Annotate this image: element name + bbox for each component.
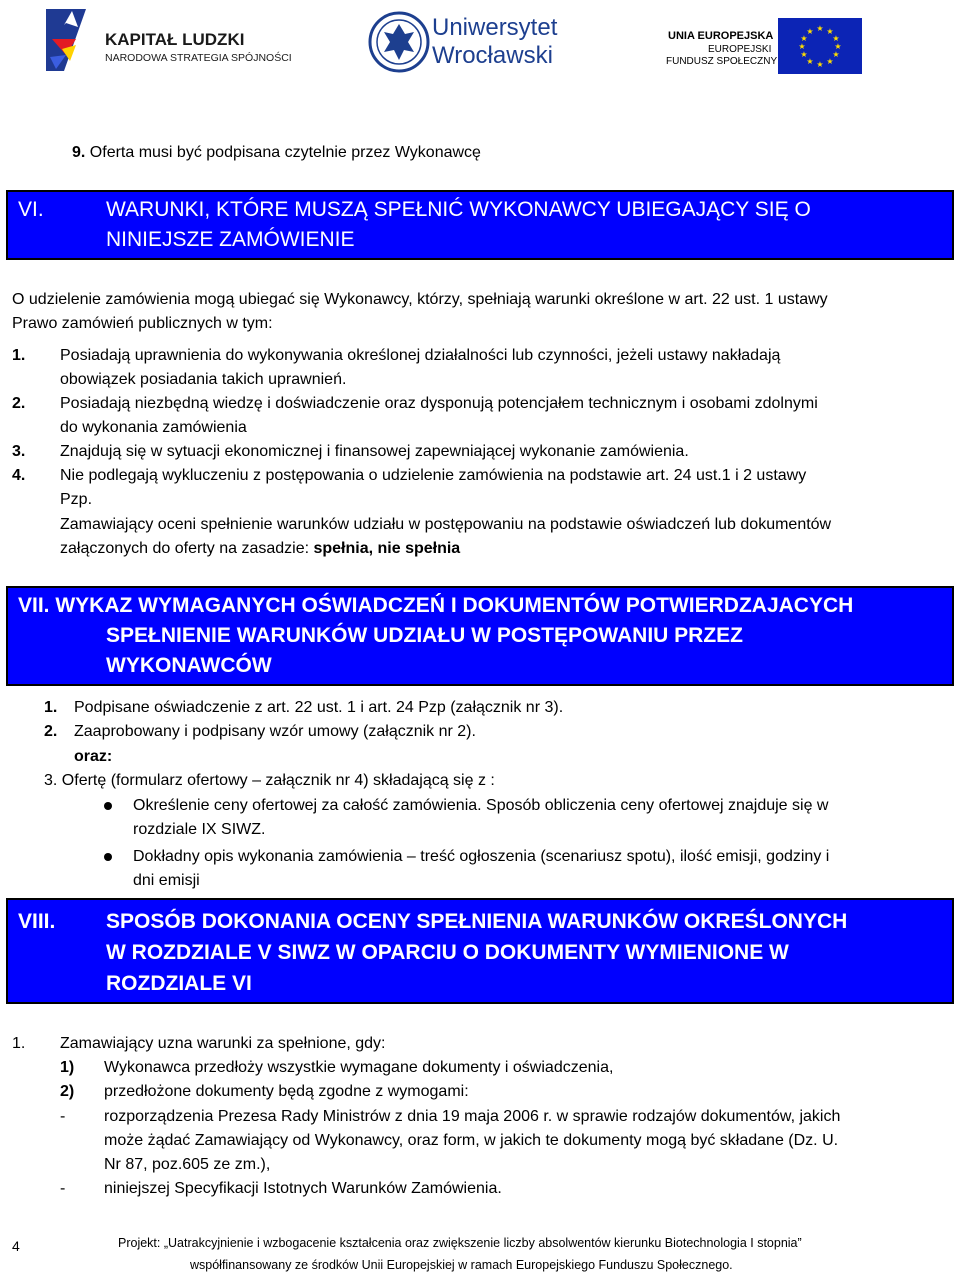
section-vii-title-line2: SPEŁNIENIE WARUNKÓW UDZIAŁU W POSTĘPOWANIU PRZEZ	[106, 624, 744, 647]
dash-1-line1: rozporządzenia Prezesa Rady Ministrów z dnia 19 maja 2006 r. w sprawie rodzajów dokumentów, jakich	[104, 1108, 841, 1125]
condition-4-line1: Nie podlegają wykluczeniu z postępowania o udzielenie zamówienia na podstawie art. 24 ust.1 i 2 ustawy	[60, 467, 807, 484]
item-9-number: 9.	[72, 144, 86, 161]
section-vi-intro-line1: O udzielenie zamówienia mogą ubiegać się Wykonawcy, którzy, spełniają warunki określone w art. 22 ust. 1 ustawy	[12, 291, 828, 308]
assessment-prefix: załączonych do oferty na zasadzie:	[60, 540, 314, 557]
section-viii-title-line3: ROZDZIALE VI	[106, 972, 252, 995]
document-1-text: Podpisane oświadczenie z art. 22 ust. 1 i art. 24 Pzp (załącznik nr 3).	[74, 699, 564, 716]
section-vii-banner	[6, 586, 954, 686]
section-vi-banner	[6, 190, 954, 260]
condition-1-number: 1.	[12, 347, 26, 364]
document-2-text: Zaaprobowany i podpisany wzór umowy (załącznik nr 2).	[74, 723, 476, 740]
svg-text:★: ★	[816, 24, 824, 33]
assessment-line1: Zamawiający oceni spełnienie warunków udziału w postępowaniu na podstawie oświadczeń lub dokumentów	[60, 516, 832, 533]
item-9-text: Oferta musi być podpisana czytelnie przez Wykonawcę	[89, 144, 481, 161]
condition-4-number: 4.	[12, 467, 26, 484]
dash-2-marker: -	[60, 1180, 66, 1197]
svg-text:★: ★	[832, 50, 840, 59]
eu-stars-icon	[778, 18, 862, 74]
svg-text:★: ★	[800, 34, 808, 43]
section-viii-title-line1: SPOSÓB DOKONANIA OCENY SPEŁNIENIA WARUNKÓW OKREŚLONYCH	[106, 910, 848, 933]
condition-3-number: 3.	[12, 443, 26, 460]
item-9	[72, 141, 481, 165]
document-1-number: 1.	[44, 699, 58, 716]
document-3-line	[44, 769, 495, 793]
svg-text:★: ★	[834, 42, 842, 51]
evaluation-sub-2-text: przedłożone dokumenty będą zgodne z wymogami:	[104, 1083, 469, 1100]
condition-2-line1: Posiadają niezbędną wiedzę i doświadczenie oraz dysponują potencjałem technicznym i osobami zdolnymi	[60, 395, 818, 412]
svg-text:★: ★	[806, 27, 814, 36]
document-3-number: 3.	[44, 772, 58, 789]
eu-label-line2: EUROPEJSKI	[708, 44, 772, 55]
offer-bullet-2-line1: Dokładny opis wykonania zamówienia – treść ogłoszenia (scenariusz spotu), ilość emisji, godziny i	[133, 848, 830, 865]
eu-flag	[778, 18, 862, 74]
condition-1-line2: obowiązek posiadania takich uprawnień.	[60, 371, 347, 388]
section-viii-roman: VIII.	[18, 910, 56, 933]
condition-2-number: 2.	[12, 395, 26, 412]
oraz-label: oraz:	[74, 748, 113, 765]
document-3-text: Ofertę (formularz ofertowy – załącznik nr 4) składającą się z :	[61, 772, 495, 789]
section-vi-roman: VI.	[18, 198, 44, 221]
svg-text:★: ★	[798, 42, 806, 51]
svg-text:★: ★	[826, 27, 834, 36]
kapital-ludzki-subtitle: NARODOWA STRATEGIA SPÓJNOŚCI	[105, 52, 292, 64]
bullet-icon	[104, 853, 112, 861]
evaluation-sub-1-text: Wykonawca przedłoży wszystkie wymagane dokumenty i oświadczenia,	[104, 1059, 614, 1076]
eu-label-line1: UNIA EUROPEJSKA	[668, 30, 774, 42]
university-name-line2: Wrocławski	[432, 42, 553, 69]
kapital-ludzki-title: KAPITAŁ LUDZKI	[105, 30, 245, 49]
condition-3-line1: Znajdują się w sytuacji ekonomicznej i finansowej zapewniającej wykonanie zamówienia.	[60, 443, 689, 460]
assessment-criteria: spełnia, nie spełnia	[313, 540, 461, 557]
condition-2-line2: do wykonania zamówienia	[60, 419, 247, 436]
svg-text:★: ★	[806, 57, 814, 66]
eu-label-line3: FUNDUSZ SPOŁECZNY	[666, 56, 778, 67]
assessment-line2	[60, 537, 460, 561]
svg-text:★: ★	[816, 60, 824, 69]
offer-bullet-2-line2: dni emisji	[133, 872, 200, 889]
offer-bullet-1-line2: rozdziale IX SIWZ.	[133, 821, 266, 838]
section-vii-title-line1: VII. WYKAZ WYMAGANYCH OŚWIADCZEŃ I DOKUMENTÓW POTWIERDZAJACYCH	[18, 594, 854, 617]
bullet-icon	[104, 802, 112, 810]
section-vi-title-line2: NINIEJSZE ZAMÓWIENIE	[106, 228, 355, 251]
dash-1-line2: może żądać Zamawiający od Wykonawcy, oraz form, w jakich te dokumenty mogą być składane (Dz. U.	[104, 1132, 839, 1149]
section-vi-title-line1: WARUNKI, KTÓRE MUSZĄ SPEŁNIĆ WYKONAWCY UBIEGAJĄCY SIĘ O	[106, 198, 811, 221]
footer-project-line: Projekt: „Uatrakcyjnienie i wzbogacenie kształcenia oraz zwiększenie liczby absolwentów kierunku Biotechnologia I stopnia”	[118, 1236, 802, 1250]
evaluation-sub-1-number: 1)	[60, 1059, 75, 1076]
condition-4-line2: Pzp.	[60, 491, 93, 508]
evaluation-1-text: Zamawiający uzna warunki za spełnione, gdy:	[60, 1035, 386, 1052]
evaluation-1-number: 1.	[12, 1035, 26, 1052]
university-name-line1: Uniwersytet	[432, 14, 558, 41]
section-viii-title-line2: W ROZDZIALE V SIWZ W OPARCIU O DOKUMENTY WYMIENIONE W	[106, 941, 789, 964]
university-seal-icon	[368, 10, 430, 74]
dash-1-line3: Nr 87, poz.605 ze zm.),	[104, 1156, 271, 1173]
svg-text:★: ★	[832, 34, 840, 43]
dash-1-marker: -	[60, 1108, 66, 1125]
kapital-ludzki-emblem	[42, 5, 102, 73]
dash-2-text: niniejszej Specyfikacji Istotnych Warunków Zamówienia.	[104, 1180, 502, 1197]
evaluation-sub-2-number: 2)	[60, 1083, 75, 1100]
svg-text:★: ★	[826, 57, 834, 66]
section-vii-title-line3: WYKONAWCÓW	[106, 654, 272, 677]
section-viii-banner	[6, 898, 954, 1004]
page-number: 4	[12, 1238, 20, 1254]
svg-text:★: ★	[800, 50, 808, 59]
footer-funding-line: współfinansowany ze środków Unii Europejskiej w ramach Europejskiego Funduszu Społecznego.	[190, 1258, 733, 1272]
document-2-number: 2.	[44, 723, 58, 740]
offer-bullet-1-line1: Określenie ceny ofertowej za całość zamówienia. Sposób obliczenia ceny ofertowej znajduje się w	[133, 797, 829, 814]
section-vi-intro-line2: Prawo zamówień publicznych w tym:	[12, 315, 273, 332]
condition-1-line1: Posiadają uprawnienia do wykonywania określonej działalności lub czynności, jeżeli ustawy nakładają	[60, 347, 781, 364]
